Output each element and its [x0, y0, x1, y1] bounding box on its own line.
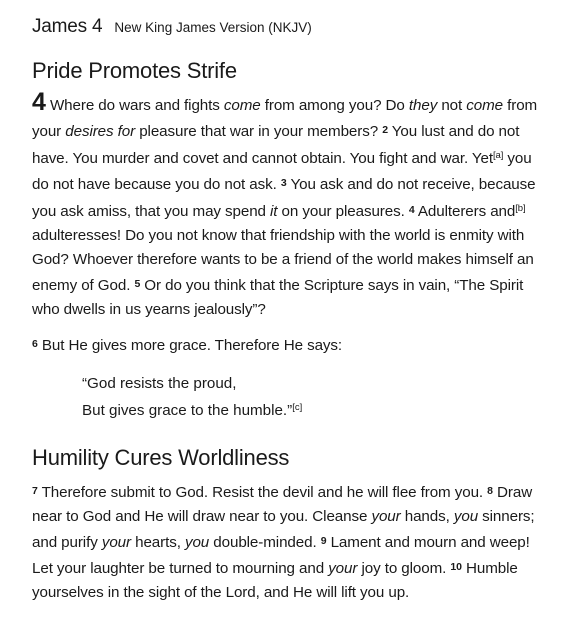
- verse-text: sinners; and purify: [32, 508, 535, 551]
- verse-text: Adulterers and: [414, 203, 516, 220]
- verse-number: 7: [32, 485, 38, 497]
- verse-text: not: [437, 97, 467, 114]
- verse-text: double-minded.: [209, 534, 321, 551]
- verse-number: 6: [32, 338, 38, 350]
- footnote-link-a[interactable]: [a]: [493, 150, 504, 161]
- verse-number: 10: [450, 561, 462, 573]
- passage-header: [32, 16, 543, 38]
- verse-text-italic: come: [223, 97, 261, 114]
- verse-text: hands,: [400, 508, 454, 525]
- spacer: [32, 423, 543, 445]
- verse-number: 5: [134, 278, 141, 290]
- footnote-link-b[interactable]: [b]: [515, 203, 526, 214]
- verse-text: from your: [32, 97, 538, 140]
- verse-text-italic: come: [466, 97, 504, 114]
- verse-text: Therefore submit to God. Resist the devil and he will flee from you.: [37, 484, 488, 501]
- verse-number: 9: [320, 535, 327, 547]
- verse-text: pleasure that war in your members?: [135, 123, 383, 140]
- verse-number: 2: [382, 124, 388, 136]
- verse-text: adulteresses! Do you not know that friendship with the world is enmity with God? Whoever therefore wants to be a friend of the world makes himself an enemy of God.: [32, 227, 534, 294]
- verse-text: You ask and do not receive, because you ask amiss, that you may spend: [32, 176, 536, 220]
- verse-text: Where do wars and fights: [49, 97, 224, 114]
- verse-text-italic: your: [101, 534, 131, 551]
- verse-paragraph-2: [32, 332, 543, 358]
- version-label: New King James Version (NKJV): [114, 20, 312, 35]
- verse-text: Lament and mourn and weep! Let your laughter be turned to mourning and: [32, 534, 530, 577]
- poetry-line-2: [82, 396, 543, 423]
- verse-number: 4: [408, 204, 415, 216]
- footnote-link-c[interactable]: [c]: [292, 402, 303, 413]
- verse-text-italic: your: [371, 508, 401, 525]
- verse-text-italic: you: [184, 534, 210, 551]
- verse-text: Draw near to God and He will draw near to you. Cleanse: [32, 484, 533, 525]
- section-heading-humility: Humility Cures Worldliness: [32, 445, 290, 470]
- poetry-line-2-text: But gives grace to the humble.”: [82, 402, 293, 419]
- verse-text: But He gives more grace. Therefore He says:: [37, 337, 343, 354]
- poetry-quote: [82, 372, 543, 423]
- verse-paragraph-3: [32, 479, 543, 605]
- spacer: [32, 322, 543, 332]
- verse-text-italic: it: [270, 203, 278, 220]
- verse-text: You lust and do not have. You murder and covet and cannot obtain. You fight and war. Yet: [32, 123, 520, 167]
- chapter-number: 4: [32, 88, 46, 116]
- verse-text: on your pleasures.: [277, 203, 409, 220]
- verse-text-italic: you: [453, 508, 479, 525]
- verse-number: 3: [280, 177, 287, 189]
- poetry-line-1: “God resists the proud,: [82, 375, 237, 392]
- verse-number: 8: [487, 485, 493, 497]
- passage-reference: James 4: [32, 16, 103, 37]
- verse-text: from among you? Do: [260, 97, 409, 114]
- verse-text: you do not have because you do not ask.: [32, 150, 532, 193]
- section-heading-pride: Pride Promotes Strife: [32, 58, 237, 83]
- verse-text: Or do you think that the Scripture says in vain, “The Spirit who dwells in us yearns jealously”?: [32, 277, 524, 318]
- verse-text: joy to gloom.: [357, 560, 451, 577]
- verse-text: Humble yourselves in the sight of the Lord, and He will lift you up.: [32, 560, 518, 601]
- verse-text: hearts,: [130, 534, 185, 551]
- verse-text-italic: desires for: [65, 123, 136, 140]
- verse-text-italic: your: [328, 560, 358, 577]
- verse-text-italic: they: [408, 97, 438, 114]
- verse-paragraph-1: [32, 88, 543, 322]
